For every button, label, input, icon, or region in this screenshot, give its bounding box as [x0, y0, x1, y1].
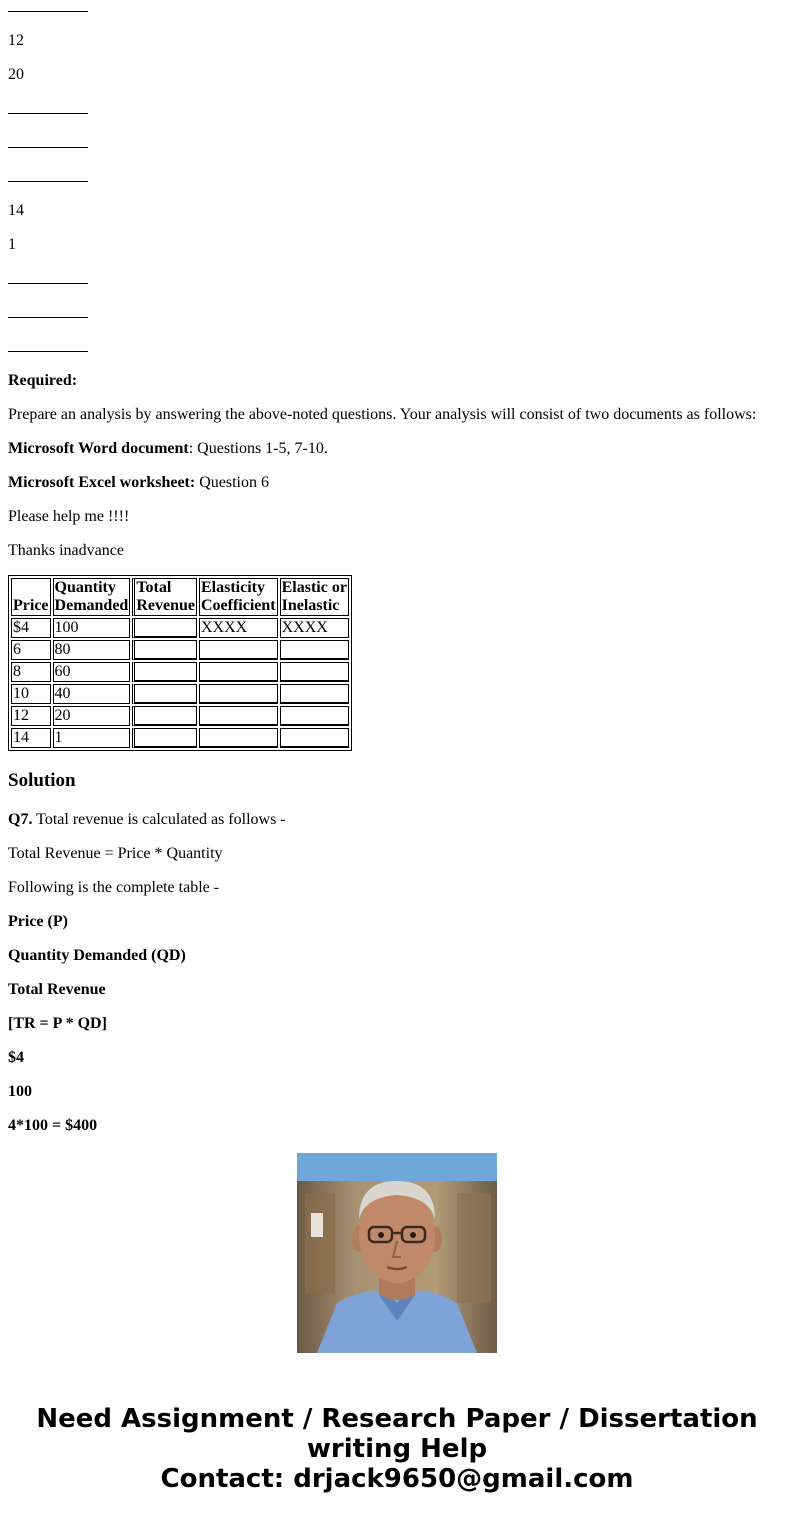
table-row — [11, 618, 349, 638]
avatar-portrait-icon — [297, 1153, 497, 1353]
table-cell-qty: 80 — [53, 640, 131, 660]
table-cell-price: 6 — [11, 640, 51, 660]
blank-line — [8, 11, 88, 12]
table-row — [11, 706, 349, 726]
word-document-line — [8, 439, 328, 458]
header-elasticity: Elasticity Coefficient — [200, 579, 276, 614]
promo-message — [0, 1404, 794, 1494]
table-cell-price: 14 — [11, 728, 51, 748]
fragment-value: 20 — [8, 66, 24, 83]
blank-line — [8, 181, 88, 182]
col-tr-label: Total Revenue — [8, 981, 106, 998]
table-cell-elastic — [280, 684, 349, 704]
table-header-row — [11, 578, 349, 616]
table-cell-tr — [132, 618, 197, 638]
table-cell-tr — [132, 728, 197, 748]
table-cell-qty: 100 — [53, 618, 131, 638]
table-cell-elastic — [280, 728, 349, 748]
blank-line — [8, 351, 88, 352]
empty-answer-cell — [135, 710, 196, 725]
first-price: $4 — [8, 1049, 24, 1066]
table-cell-qty: 1 — [53, 728, 131, 748]
empty-answer-cell — [135, 666, 196, 681]
excel-worksheet-line — [8, 473, 269, 492]
empty-answer-cell — [200, 666, 277, 681]
promo-contact: Contact: drjack9650@gmail.com — [160, 1464, 634, 1494]
col-qty-label: Quantity Demanded (QD) — [8, 947, 186, 964]
empty-answer-cell — [200, 732, 277, 747]
table-cell-elastic: XXXX — [280, 618, 349, 638]
q7-label: Q7. — [8, 811, 33, 828]
author-avatar — [297, 1153, 497, 1353]
table-row — [11, 728, 349, 748]
word-text: : Questions 1-5, 7-10. — [188, 440, 328, 457]
empty-answer-cell — [135, 732, 196, 747]
blank-line — [8, 147, 88, 148]
empty-answer-cell — [281, 688, 348, 703]
blank-line — [8, 283, 88, 284]
required-intro: Prepare an analysis by answering the above-noted questions. Your analysis will consist of two documents as follows: — [8, 406, 757, 423]
table-cell-qty: 40 — [53, 684, 131, 704]
col-price-label: Price (P) — [8, 913, 68, 930]
empty-answer-cell — [200, 688, 277, 703]
promo-line-2: writing Help — [306, 1434, 488, 1464]
empty-answer-cell — [281, 732, 348, 747]
fragment-value: 1 — [8, 236, 16, 253]
demand-table — [8, 575, 352, 751]
header-elastic-inelastic: Elastic or Inelastic — [281, 579, 347, 614]
first-tr: 4*100 = $400 — [8, 1117, 98, 1134]
table-cell-coef — [199, 684, 278, 704]
formula-text: Total Revenue = Price * Quantity — [8, 845, 223, 862]
table-cell-coef — [199, 706, 278, 726]
q7-line — [8, 810, 286, 829]
document-body — [8, 0, 788, 1134]
required-heading: Required: — [8, 372, 78, 389]
plea-text: Please help me !!!! — [8, 508, 130, 525]
first-qty: 100 — [8, 1083, 32, 1100]
promo-section — [0, 1153, 794, 1523]
table-cell-elastic — [280, 662, 349, 682]
table-cell-tr — [132, 684, 197, 704]
empty-answer-cell — [200, 710, 277, 725]
empty-answer-cell — [281, 644, 348, 659]
col-tr-formula: [TR = P * QD] — [8, 1015, 107, 1032]
empty-answer-cell — [135, 622, 196, 637]
fragment-value: 14 — [8, 202, 24, 219]
table-cell-coef — [199, 662, 278, 682]
table-row — [11, 662, 349, 682]
promo-line-1: Need Assignment / Research Paper / Dissertation — [36, 1404, 758, 1434]
table-cell-coef — [199, 640, 278, 660]
table-cell-elastic — [280, 640, 349, 660]
table-cell-qty: 20 — [53, 706, 131, 726]
header-price: Price — [11, 578, 51, 616]
empty-answer-cell — [281, 710, 348, 725]
table-row — [11, 640, 349, 660]
table-cell-price: 10 — [11, 684, 51, 704]
blank-line — [8, 317, 88, 318]
table-cell-tr — [132, 662, 197, 682]
word-label: Microsoft Word document — [8, 440, 189, 457]
excel-label: Microsoft Excel worksheet: — [8, 474, 196, 491]
empty-answer-cell — [281, 666, 348, 681]
header-quantity: Quantity Demanded — [54, 579, 129, 614]
header-total-revenue: Total Revenue — [132, 578, 197, 616]
table-cell-tr — [132, 640, 197, 660]
table-cell-coef: XXXX — [199, 618, 278, 638]
empty-answer-cell — [200, 644, 277, 659]
blank-line — [8, 113, 88, 114]
table-cell-tr — [132, 706, 197, 726]
table-intro: Following is the complete table - — [8, 879, 220, 896]
excel-text: Question 6 — [195, 474, 269, 491]
table-cell-qty: 60 — [53, 662, 131, 682]
empty-answer-cell — [135, 644, 196, 659]
empty-answer-cell — [135, 688, 196, 703]
fragment-value: 12 — [8, 32, 24, 49]
table-cell-price: $4 — [11, 618, 51, 638]
solution-title: Solution — [8, 770, 76, 791]
table-cell-price: 12 — [11, 706, 51, 726]
table-row — [11, 684, 349, 704]
table-cell-elastic — [280, 706, 349, 726]
table-cell-price: 8 — [11, 662, 51, 682]
thanks-text: Thanks inadvance — [8, 542, 124, 559]
q7-text: Total revenue is calculated as follows - — [32, 811, 286, 828]
table-cell-coef — [199, 728, 278, 748]
